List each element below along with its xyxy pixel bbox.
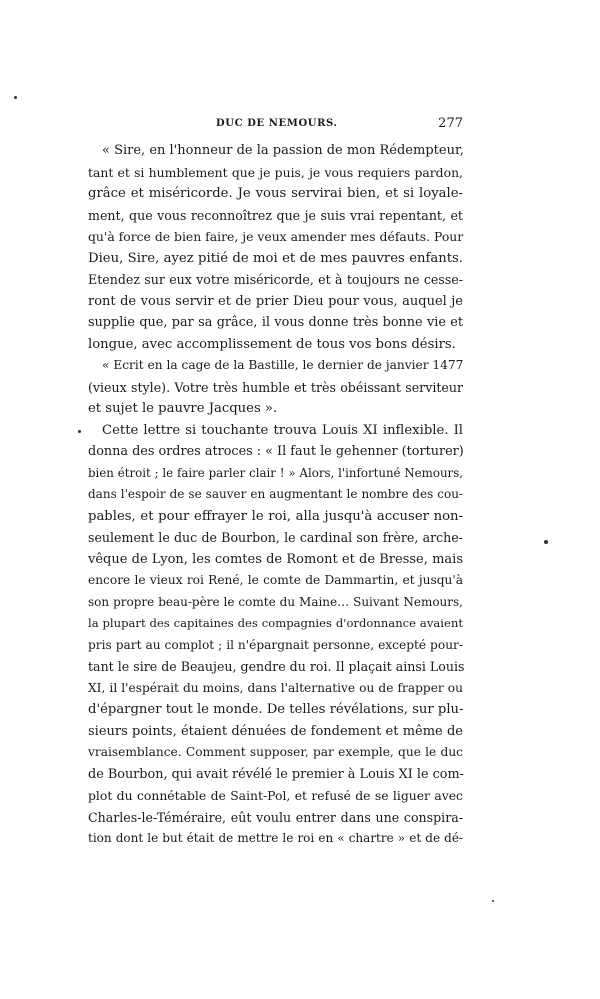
text-line: ment, que vous reconnoîtrez que je suis vrai repentant, et (88, 207, 463, 223)
text-line: donna des ordres atroces : « Il faut le gehenner (torturer) (88, 444, 464, 459)
text-line: XI, il l'espérait du moins, dans l'alternative ou de frapper ou (88, 680, 463, 695)
text-line: « Ecrit en la cage de la Bastille, le dernier de janvier 1477 (102, 358, 464, 372)
text-line: tion dont le but était de mettre le roi en « chartre » et de dé- (88, 831, 463, 845)
text-line: tant et si humblement que je puis, je vous requiers pardon, (88, 164, 463, 180)
body-text (88, 140, 463, 850)
running-head (88, 116, 463, 134)
text-line: ront de vous servir et de prier Dieu pour vous, auquel je (88, 293, 463, 309)
text-line: dans l'espoir de se sauver en augmentant le nombre des cou- (88, 487, 463, 501)
text-line: son propre beau-père le comte du Maine… Suivant Nemours, (88, 594, 463, 609)
scan-speck (492, 900, 494, 902)
text-line: plot du connétable de Saint-Pol, et refusé de se liguer avec (88, 788, 463, 803)
text-line: et sujet le pauvre Jacques ». (88, 401, 278, 416)
text-line: pris part au complot ; il n'épargnait personne, excepté pour- (88, 637, 463, 652)
scan-speck (78, 430, 81, 433)
page-number: 277 (438, 116, 463, 131)
text-line: Cette lettre si touchante trouva Louis XI inflexible. Il (102, 422, 463, 438)
text-line: longue, avec accomplissement de tous vos bons désirs. (88, 336, 456, 352)
text-line: pables, et pour effrayer le roi, alla jusqu'à accuser non- (88, 508, 463, 524)
text-line: supplie que, par sa grâce, il vous donne très bonne vie et (88, 315, 463, 330)
text-line: bien étroit ; le faire parler clair ! » Alors, l'infortuné Nemours, (88, 465, 463, 480)
text-line: Charles-le-Téméraire, eût voulu entrer dans une conspira- (88, 809, 463, 825)
text-line: tant le sire de Beaujeu, gendre du roi. Il plaçait ainsi Louis (88, 659, 465, 674)
text-line: qu'à force de bien faire, je veux amender mes défauts. Pour (88, 229, 464, 244)
text-line: grâce et miséricorde. Je vous servirai bien, et si loyale- (88, 186, 463, 201)
scan-speck (14, 96, 17, 99)
text-line: (vieux style). Votre très humble et très obéissant serviteur (88, 379, 463, 395)
text-line: vêque de Lyon, les comtes de Romont et de Bresse, mais (88, 551, 463, 567)
running-title: DUC DE NEMOURS. (216, 118, 338, 129)
text-line: la plupart des capitaines des compagnies d'ordonnance avaient (88, 616, 463, 630)
text-line: Etendez sur eux votre miséricorde, et à toujours ne cesse- (88, 272, 463, 287)
text-line: d'épargner tout le monde. De telles révélations, sur plu- (88, 702, 464, 717)
scan-speck (544, 540, 548, 544)
text-line: vraisemblance. Comment supposer, par exemple, que le duc (88, 745, 463, 759)
text-line: seulement le duc de Bourbon, le cardinal son frère, arche- (88, 530, 463, 545)
text-line: de Bourbon, qui avait révélé le premier à Louis XI le com- (88, 766, 464, 782)
text-line: Dieu, Sire, ayez pitié de moi et de mes pauvres enfants. (88, 250, 463, 266)
text-line: sieurs points, étaient dénuées de fondement et même de (88, 723, 463, 739)
text-line: « Sire, en l'honneur de la passion de mon Rédempteur, (102, 143, 464, 158)
text-line: encore le vieux roi René, le comte de Dammartin, et jusqu'à (88, 573, 463, 587)
